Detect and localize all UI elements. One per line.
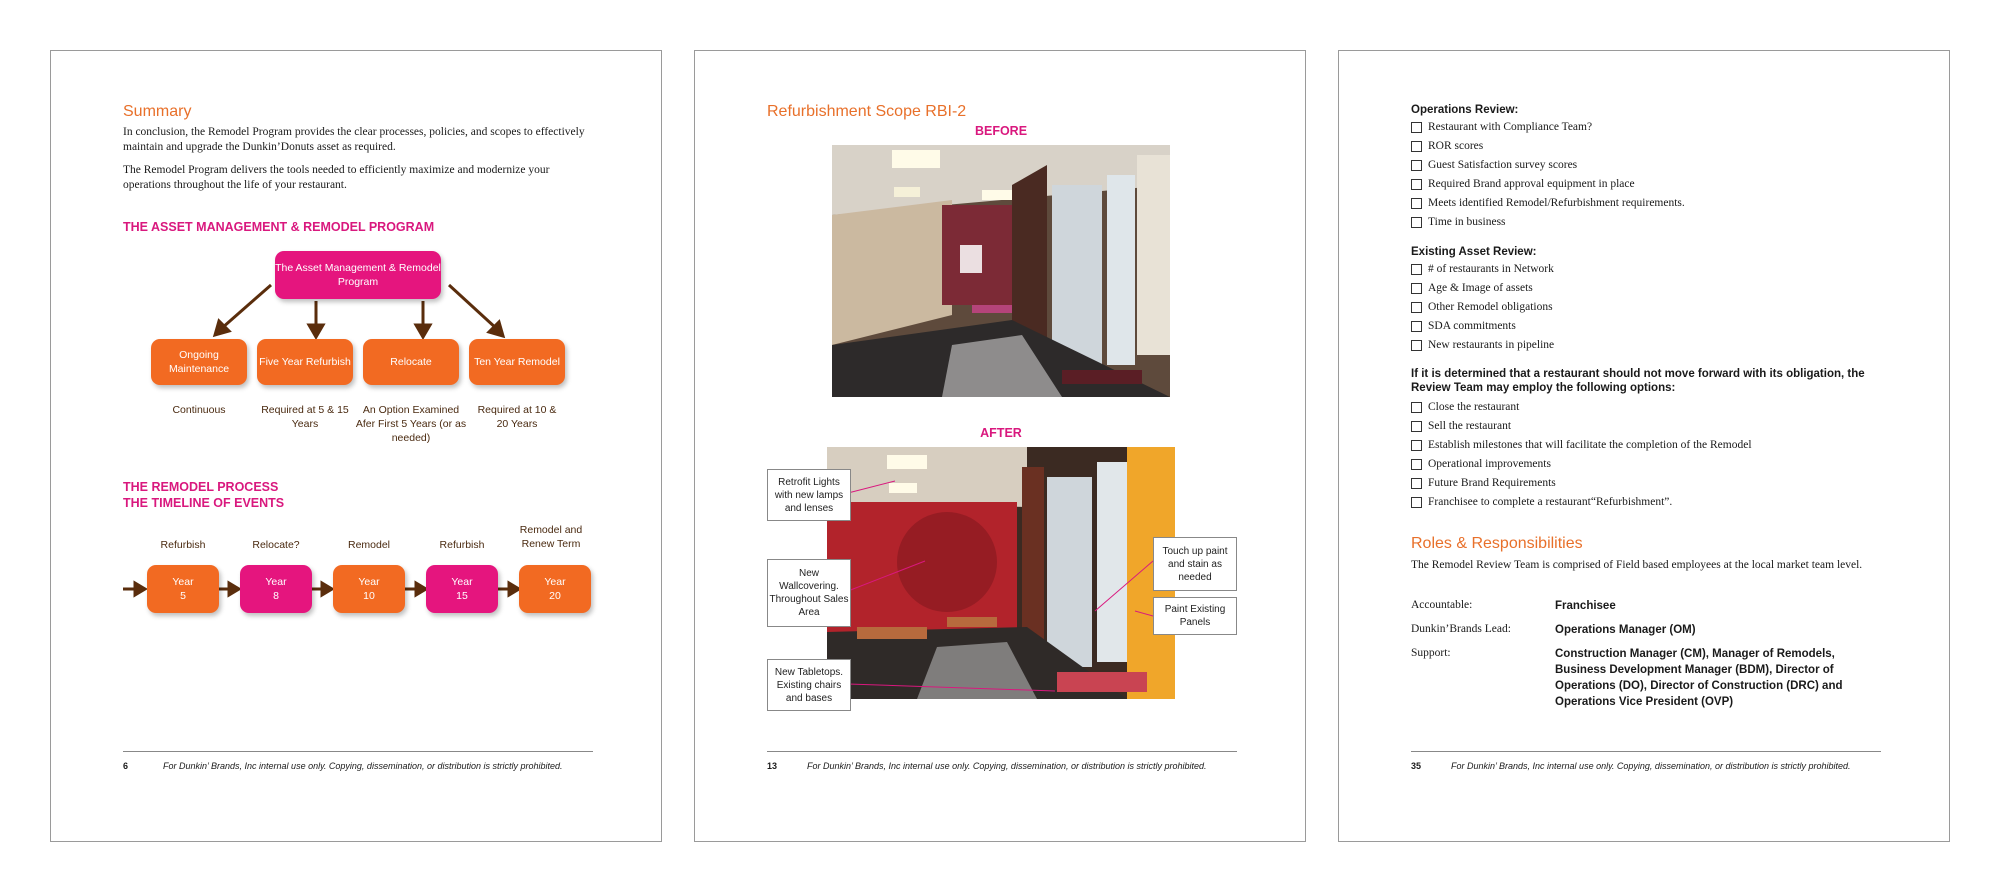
timeline-label-2: Relocate? — [252, 539, 300, 551]
footer-rule — [767, 751, 1237, 752]
caption-5-15-years: Required at 5 & 15 Years — [261, 404, 349, 430]
checkbox[interactable] — [1411, 160, 1422, 171]
box-ten-year-remodel: Ten Year Remodel — [469, 339, 565, 385]
options-title: If it is determined that a restaurant should not move forward with its obligation, the Review Team may employ the following options: — [1411, 368, 1865, 394]
existing-asset-review-title: Existing Asset Review: — [1411, 246, 1537, 258]
footer-notice: For Dunkin’ Brands, Inc internal use only. Copying, dissemination, or distribution is strictly prohibited. — [1451, 761, 1851, 771]
checkbox[interactable] — [1411, 179, 1422, 190]
callout-retrofit-lights: Retrofit Lights with new lamps and lenses — [767, 469, 851, 521]
timeline-year-8: Year 8 — [240, 565, 312, 613]
summary-title: Summary — [123, 103, 192, 120]
checkbox[interactable] — [1411, 402, 1422, 413]
timeline-label-4: Refurbish — [439, 539, 485, 551]
page-35 — [1338, 50, 1950, 842]
callout-new-tabletops: New Tabletops. Existing chairs and bases — [767, 659, 851, 711]
page-13 — [694, 50, 1306, 842]
timeline-year-5: Year 5 — [147, 565, 219, 613]
page-number: 35 — [1411, 761, 1422, 771]
checklist-item[interactable]: Guest Satisfaction survey scores — [1411, 156, 1685, 175]
checklist-item[interactable]: Meets identified Remodel/Refurbishment requirements. — [1411, 194, 1685, 213]
footer — [767, 761, 1237, 771]
checkbox[interactable] — [1411, 340, 1422, 351]
box-five-year-refurbish: Five Year Refurbish — [257, 339, 353, 385]
callout-new-wallcovering: New Wallcovering. Throughout Sales Area — [767, 559, 851, 627]
checklist-item[interactable]: SDA commitments — [1411, 317, 1554, 336]
role-value-lead: Operations Manager (OM) — [1555, 624, 1696, 636]
checklist-item[interactable]: Restaurant with Compliance Team? — [1411, 118, 1685, 137]
checkbox[interactable] — [1411, 440, 1422, 451]
role-label-accountable: Accountable: — [1411, 599, 1473, 611]
after-label: AFTER — [980, 426, 1022, 440]
footer-rule — [1411, 751, 1881, 752]
roles-title: Roles & Responsibilities — [1411, 535, 1583, 552]
checkbox[interactable] — [1411, 421, 1422, 432]
timeline-year-20: Year 20 — [519, 565, 591, 613]
role-value-accountable: Franchisee — [1555, 600, 1616, 612]
checkbox[interactable] — [1411, 478, 1422, 489]
checklist-item[interactable]: Sell the restaurant — [1411, 417, 1752, 436]
box-ongoing-maintenance: Ongoing Maintenance — [151, 339, 247, 385]
checklist-item[interactable]: Age & Image of assets — [1411, 279, 1554, 298]
checkbox[interactable] — [1411, 459, 1422, 470]
callout-touch-up-paint: Touch up paint and stain as needed — [1153, 537, 1237, 591]
operations-review-title: Operations Review: — [1411, 104, 1519, 116]
checklist-item[interactable]: Future Brand Requirements — [1411, 474, 1752, 493]
checklist-item[interactable]: # of restaurants in Network — [1411, 260, 1554, 279]
role-value-support: Construction Manager (CM), Manager of Remodels, Business Development Manager (BDM), Director of Operations (DO), Director of Construction (DRC) and Operations Vice President (OVP) — [1555, 648, 1843, 708]
footer — [123, 761, 593, 771]
options-list — [1411, 398, 1752, 512]
checklist-item[interactable]: Time in business — [1411, 213, 1685, 232]
roles-intro: The Remodel Review Team is comprised of Field based employees at the local market team level. — [1411, 559, 1863, 571]
role-label-lead: Dunkin’Brands Lead: — [1411, 623, 1511, 635]
caption-continuous: Continuous — [172, 404, 226, 416]
checklist-item[interactable]: Establish milestones that will facilitate the completion of the Remodel — [1411, 436, 1752, 455]
callout-paint-panels: Paint Existing Panels — [1153, 597, 1237, 635]
process-heading-line-1: THE REMODEL PROCESS — [123, 480, 279, 494]
operations-review-list — [1411, 118, 1685, 232]
checkbox[interactable] — [1411, 264, 1422, 275]
timeline-label-3: Remodel — [347, 539, 391, 551]
before-label: BEFORE — [974, 124, 1028, 138]
timeline-year-10: Year 10 — [333, 565, 405, 613]
program-heading: THE ASSET MANAGEMENT & REMODEL PROGRAM — [123, 220, 435, 234]
caption-option-examined: An Option Examined Afer First 5 Years (or as needed) — [355, 404, 467, 444]
program-top-box: The Asset Management & Remodel Program — [275, 251, 441, 299]
refurbishment-title: Refurbishment Scope RBI-2 — [767, 103, 967, 120]
checkbox[interactable] — [1411, 321, 1422, 332]
footer-notice: For Dunkin’ Brands, Inc internal use only. Copying, dissemination, or distribution is strictly prohibited. — [807, 761, 1207, 771]
footer-notice: For Dunkin’ Brands, Inc internal use only. Copying, dissemination, or distribution is strictly prohibited. — [163, 761, 563, 771]
process-heading-line-2: THE TIMELINE OF EVENTS — [123, 496, 285, 510]
checkbox[interactable] — [1411, 122, 1422, 133]
existing-asset-review-list — [1411, 260, 1554, 355]
page-number: 13 — [767, 761, 778, 771]
checkbox[interactable] — [1411, 141, 1422, 152]
caption-10-20-years: Required at 10 & 20 Years — [477, 404, 557, 430]
timeline-label-1: Refurbish — [160, 539, 206, 551]
checklist-item[interactable]: Required Brand approval equipment in place — [1411, 175, 1685, 194]
checklist-item[interactable]: Operational improvements — [1411, 455, 1752, 474]
checklist-item[interactable]: New restaurants in pipeline — [1411, 336, 1554, 355]
checkbox[interactable] — [1411, 217, 1422, 228]
checklist-item[interactable]: ROR scores — [1411, 137, 1685, 156]
box-relocate: Relocate — [363, 339, 459, 385]
checkbox[interactable] — [1411, 497, 1422, 508]
page-number: 6 — [123, 761, 129, 771]
callout-leader-lines — [695, 51, 1307, 751]
role-label-support: Support: — [1411, 647, 1451, 659]
checklist-item[interactable]: Close the restaurant — [1411, 398, 1752, 417]
footer — [1411, 761, 1881, 771]
checklist-item[interactable]: Other Remodel obligations — [1411, 298, 1554, 317]
checkbox[interactable] — [1411, 302, 1422, 313]
checklist-item[interactable]: Franchisee to complete a restaurant“Refurbishment”. — [1411, 493, 1752, 512]
timeline-year-15: Year 15 — [426, 565, 498, 613]
checkbox[interactable] — [1411, 283, 1422, 294]
summary-paragraph-1: In conclusion, the Remodel Program provides the clear processes, policies, and scopes to effectively maintain and upgrade the Dunkin’Donuts asset as required. — [123, 126, 585, 153]
footer-rule — [123, 751, 593, 752]
timeline-label-5: Remodel and Renew Term — [519, 524, 583, 550]
checkbox[interactable] — [1411, 198, 1422, 209]
summary-paragraph-2: The Remodel Program delivers the tools needed to efficiently maximize and modernize your operations throughout the life of your restaurant. — [123, 164, 550, 191]
page-6 — [50, 50, 662, 842]
